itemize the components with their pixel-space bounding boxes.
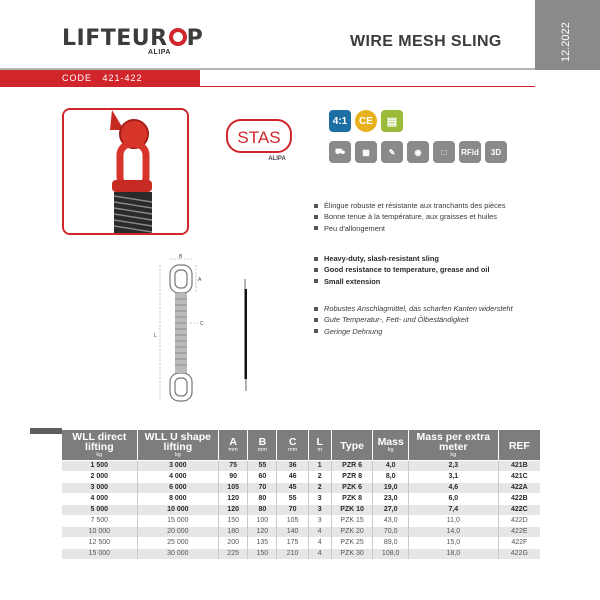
list-item: Bonne tenue à la température, aux graisses et huiles [314, 211, 506, 222]
table-cell: 105 [277, 516, 308, 527]
table-cell: 175 [277, 538, 308, 549]
table-cell: 100 [248, 516, 277, 527]
feature-icons-row [329, 141, 507, 163]
table-cell: 60 [248, 472, 277, 483]
table-cell: 43,0 [373, 516, 408, 527]
table-cell: 422C [498, 505, 540, 516]
table-cell: 120 [219, 505, 248, 516]
table-cell: 2 [308, 472, 331, 483]
table-cell: 4 [308, 538, 331, 549]
col-l: L m [308, 430, 331, 461]
3d-icon: 3D [485, 141, 507, 163]
table-cell: 422B [498, 494, 540, 505]
table-cell: 80 [248, 494, 277, 505]
table-cell: 2 [308, 483, 331, 494]
table-cell: 70 [277, 505, 308, 516]
table-cell: 1 [308, 461, 331, 472]
stas-logo [225, 118, 293, 162]
table-cell: 3 [308, 494, 331, 505]
table-cell: 422F [498, 538, 540, 549]
table-cell: 55 [277, 494, 308, 505]
table-cell: 55 [248, 461, 277, 472]
table-cell: PZK 6 [331, 483, 373, 494]
table-cell: 5 000 [62, 505, 137, 516]
table-cell: 4 000 [62, 494, 137, 505]
table-cell: 6 000 [137, 483, 218, 494]
svg-text:B: B [179, 254, 183, 260]
table-cell: 422E [498, 527, 540, 538]
table-cell: 15,0 [408, 538, 498, 549]
svg-text:A: A [198, 277, 202, 283]
col-a: A mm [219, 430, 248, 461]
table-cell: 18,0 [408, 549, 498, 560]
list-item: Small extension [314, 276, 490, 287]
table-cell: 89,0 [373, 538, 408, 549]
list-item: Heavy-duty, slash-resistant sling [314, 253, 490, 264]
table-cell: PZK 30 [331, 549, 373, 560]
table-cell: 36 [277, 461, 308, 472]
table-cell: 12 500 [62, 538, 137, 549]
table-cell: 7,4 [408, 505, 498, 516]
table-row [62, 549, 540, 560]
description-en [314, 253, 490, 287]
table-cell: 4,6 [408, 483, 498, 494]
table-cell: 11,0 [408, 516, 498, 527]
table-cell: 200 [219, 538, 248, 549]
table-cell: 10 000 [137, 505, 218, 516]
table-row [62, 494, 540, 505]
col-type: Type [331, 430, 373, 461]
table-cell: 3 [308, 516, 331, 527]
description-fr [314, 200, 506, 234]
table-cell: 75 [219, 461, 248, 472]
table-cell: 45 [277, 483, 308, 494]
table-cell: 120 [219, 494, 248, 505]
document-icon: □ [433, 141, 455, 163]
table-cell: 140 [277, 527, 308, 538]
table-row [62, 527, 540, 538]
code-rule [200, 86, 535, 87]
table-cell: 25 000 [137, 538, 218, 549]
svg-text:ALIPA: ALIPA [268, 156, 286, 162]
table-cell: 422A [498, 483, 540, 494]
list-item: Gute Temperatur-, Fett- und Ölbeständigkeit [314, 314, 513, 325]
table-cell: 3 [308, 505, 331, 516]
table-cell: 19,0 [373, 483, 408, 494]
table-cell: PZK 25 [331, 538, 373, 549]
table-cell: 3,1 [408, 472, 498, 483]
product-photo [62, 108, 189, 235]
barcode-icon: ▦ [355, 141, 377, 163]
table-cell: 150 [219, 516, 248, 527]
table-cell: 14,0 [408, 527, 498, 538]
table-cell: 422D [498, 516, 540, 527]
table-cell: PZK 8 [331, 494, 373, 505]
code-label: CODE 421-422 [62, 73, 143, 83]
ratio-icon: 4:1 [329, 110, 351, 132]
ce-icon: CE [355, 110, 377, 132]
table-cell: 421C [498, 472, 540, 483]
col-ref: REF [498, 430, 540, 461]
list-item: Geringe Dehnung [314, 326, 513, 337]
table-cell: 90 [219, 472, 248, 483]
table-cell: 3 000 [137, 461, 218, 472]
col-mass: Mass kg [373, 430, 408, 461]
table-cell: 4 [308, 527, 331, 538]
table-cell: 421B [498, 461, 540, 472]
table-cell: 4 000 [137, 472, 218, 483]
table-cell: PZR 6 [331, 461, 373, 472]
table-cell: 108,0 [373, 549, 408, 560]
table-header-row [62, 430, 540, 461]
manual-icon: ▤ [381, 110, 403, 132]
table-row [62, 505, 540, 516]
table-cell: 105 [219, 483, 248, 494]
table-cell: 15 000 [137, 516, 218, 527]
col-wll-direct: WLL direct lifting kg [62, 430, 137, 461]
table-cell: 2,3 [408, 461, 498, 472]
description-de [314, 303, 513, 337]
list-item: Good resistance to temperature, grease and oil [314, 264, 490, 275]
proof-test-icon: ◉ [407, 141, 429, 163]
sling-photo-graphic [64, 110, 189, 235]
table-cell: 135 [248, 538, 277, 549]
col-b: B mm [248, 430, 277, 461]
table-cell: 15 000 [62, 549, 137, 560]
table-cell: 1 500 [62, 461, 137, 472]
brand-logo: LIFTEUR P [62, 26, 204, 51]
table-cell: 150 [248, 549, 277, 560]
table-cell: PZK 10 [331, 505, 373, 516]
table-cell: 422G [498, 549, 540, 560]
table-cell: 180 [219, 527, 248, 538]
list-item: Élingue robuste et résistante aux tranchants des pièces [314, 200, 506, 211]
col-mass-extra: Mass per extra meter kg [408, 430, 498, 461]
svg-text:STAS: STAS [237, 128, 281, 147]
table-cell: 70 [248, 483, 277, 494]
col-wll-u: WLL U shape lifting kg [137, 430, 218, 461]
svg-text:L: L [154, 333, 157, 339]
table-cell: 27,0 [373, 505, 408, 516]
table-cell: 70,0 [373, 527, 408, 538]
table-cell: 120 [248, 527, 277, 538]
table-cell: PZK 20 [331, 527, 373, 538]
table-row [62, 516, 540, 527]
table-cell: 80 [248, 505, 277, 516]
table-cell: 210 [277, 549, 308, 560]
table-row [62, 538, 540, 549]
table-cell: 3 000 [62, 483, 137, 494]
table-cell: PZK 15 [331, 516, 373, 527]
cert-icons-row [329, 110, 403, 132]
col-c: C mm [277, 430, 308, 461]
table-cell: 225 [219, 549, 248, 560]
table-cell: 23,0 [373, 494, 408, 505]
table-cell: 8 000 [137, 494, 218, 505]
table-row [62, 461, 540, 472]
table-cell: 10 000 [62, 527, 137, 538]
table-row [62, 472, 540, 483]
rfid-icon: RFid [459, 141, 481, 163]
table-cell: 30 000 [137, 549, 218, 560]
table-cell: 6,0 [408, 494, 498, 505]
table-marker [30, 428, 62, 434]
list-item: Robustes Anschlagmittel, das scharfen Kanten widersteht [314, 303, 513, 314]
table-cell: 4 [308, 549, 331, 560]
ring-icon [169, 28, 187, 46]
table-cell: 20 000 [137, 527, 218, 538]
table-cell: 46 [277, 472, 308, 483]
table-cell: 4,0 [373, 461, 408, 472]
page-title: WIRE MESH SLING [350, 33, 502, 50]
technical-drawing [148, 253, 268, 413]
svg-text:C: C [200, 321, 204, 327]
date-label: 12.2022 [560, 22, 572, 62]
table-cell: 2 000 [62, 472, 137, 483]
delivery-truck-icon: ⛟ [329, 141, 351, 163]
table-cell: PZR 8 [331, 472, 373, 483]
header [0, 0, 600, 68]
table-cell: 8,0 [373, 472, 408, 483]
spec-table [62, 430, 540, 559]
brand-sub: ALIPA [148, 49, 171, 56]
table-cell: 7 500 [62, 516, 137, 527]
certificate-icon: ✎ [381, 141, 403, 163]
table-row [62, 483, 540, 494]
list-item: Peu d'allongement [314, 223, 506, 234]
